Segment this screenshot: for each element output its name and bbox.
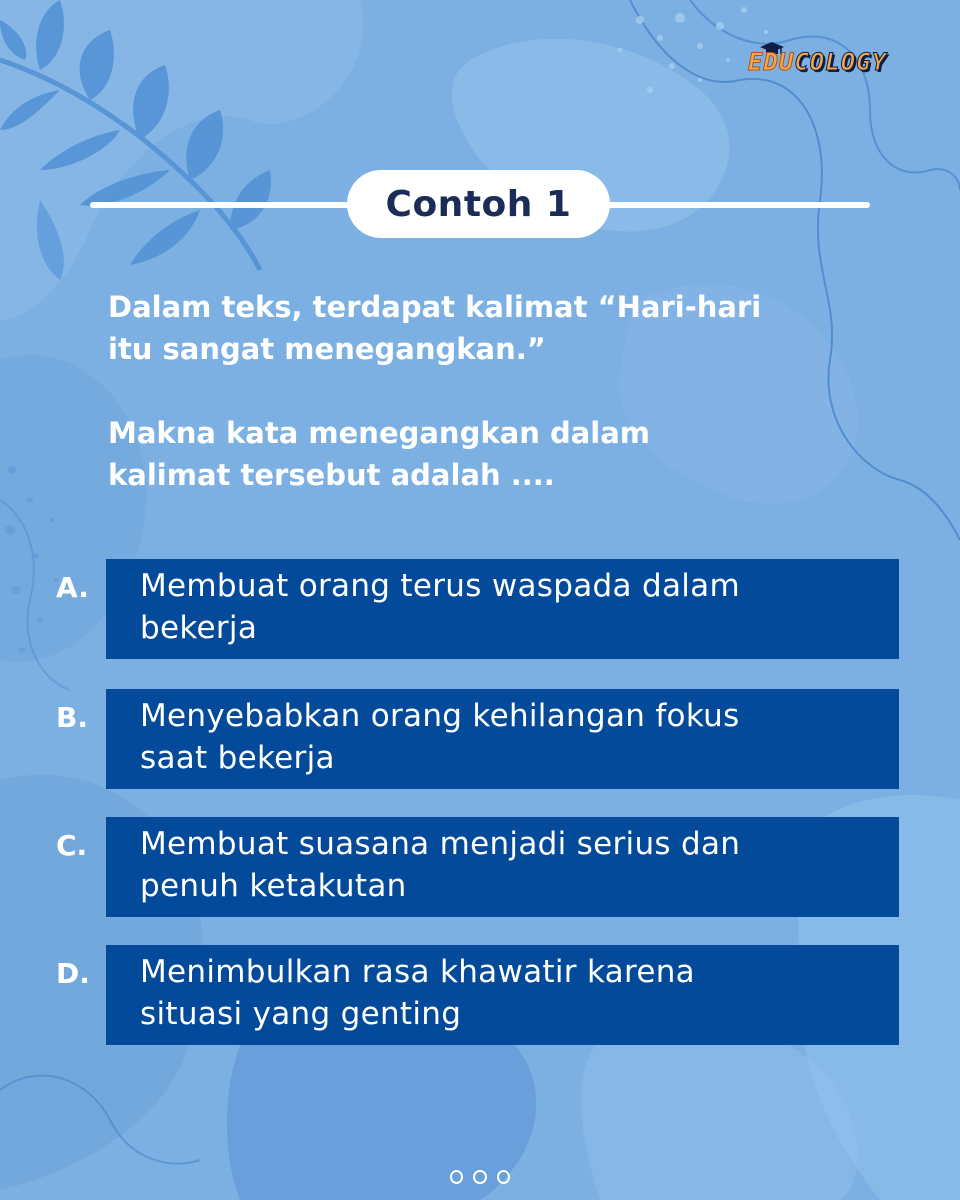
option-letter-a: A. bbox=[56, 571, 89, 604]
educology-logo bbox=[748, 42, 918, 78]
option-letter-c: C. bbox=[56, 829, 88, 862]
option-c[interactable] bbox=[106, 817, 899, 917]
title-divider-left bbox=[90, 202, 360, 208]
question-line: itu sangat menegangkan.” bbox=[108, 332, 546, 366]
pagination-dot[interactable] bbox=[497, 1170, 510, 1184]
option-b-line: saat bekerja bbox=[140, 740, 335, 776]
question-line: Dalam teks, terdapat kalimat “Hari-hari bbox=[108, 290, 762, 324]
logo-text-cology: COLOGY bbox=[794, 48, 888, 76]
option-b-line: Menyebabkan orang kehilangan fokus bbox=[140, 698, 740, 734]
option-d[interactable] bbox=[106, 945, 899, 1045]
question-line: kalimat tersebut adalah .... bbox=[108, 458, 555, 492]
pagination-dots bbox=[450, 1170, 510, 1186]
option-letter-b: B. bbox=[56, 701, 88, 734]
option-c-line: penuh ketakutan bbox=[140, 868, 407, 904]
question-spacer bbox=[108, 370, 828, 412]
option-a[interactable] bbox=[106, 559, 899, 659]
pagination-dot[interactable] bbox=[450, 1170, 463, 1184]
logo-text bbox=[748, 48, 887, 76]
option-c-line: Membuat suasana menjadi serius dan bbox=[140, 826, 741, 862]
question-line: Makna kata menegangkan dalam bbox=[108, 416, 650, 450]
question-text bbox=[108, 286, 828, 496]
logo-text-edu: EDU bbox=[748, 48, 795, 76]
title-pill bbox=[347, 170, 610, 238]
option-letter-d: D. bbox=[56, 957, 90, 990]
title-divider-right bbox=[600, 202, 870, 208]
option-d-line: Menimbulkan rasa khawatir karena bbox=[140, 954, 695, 990]
wave-line bbox=[690, 0, 960, 190]
option-d-line: situasi yang genting bbox=[140, 996, 462, 1032]
page-title: Contoh 1 bbox=[385, 183, 572, 225]
option-a-line: Membuat orang terus waspada dalam bbox=[140, 568, 740, 604]
pagination-dot[interactable] bbox=[473, 1170, 486, 1184]
option-b[interactable] bbox=[106, 689, 899, 789]
option-a-line: bekerja bbox=[140, 610, 258, 646]
